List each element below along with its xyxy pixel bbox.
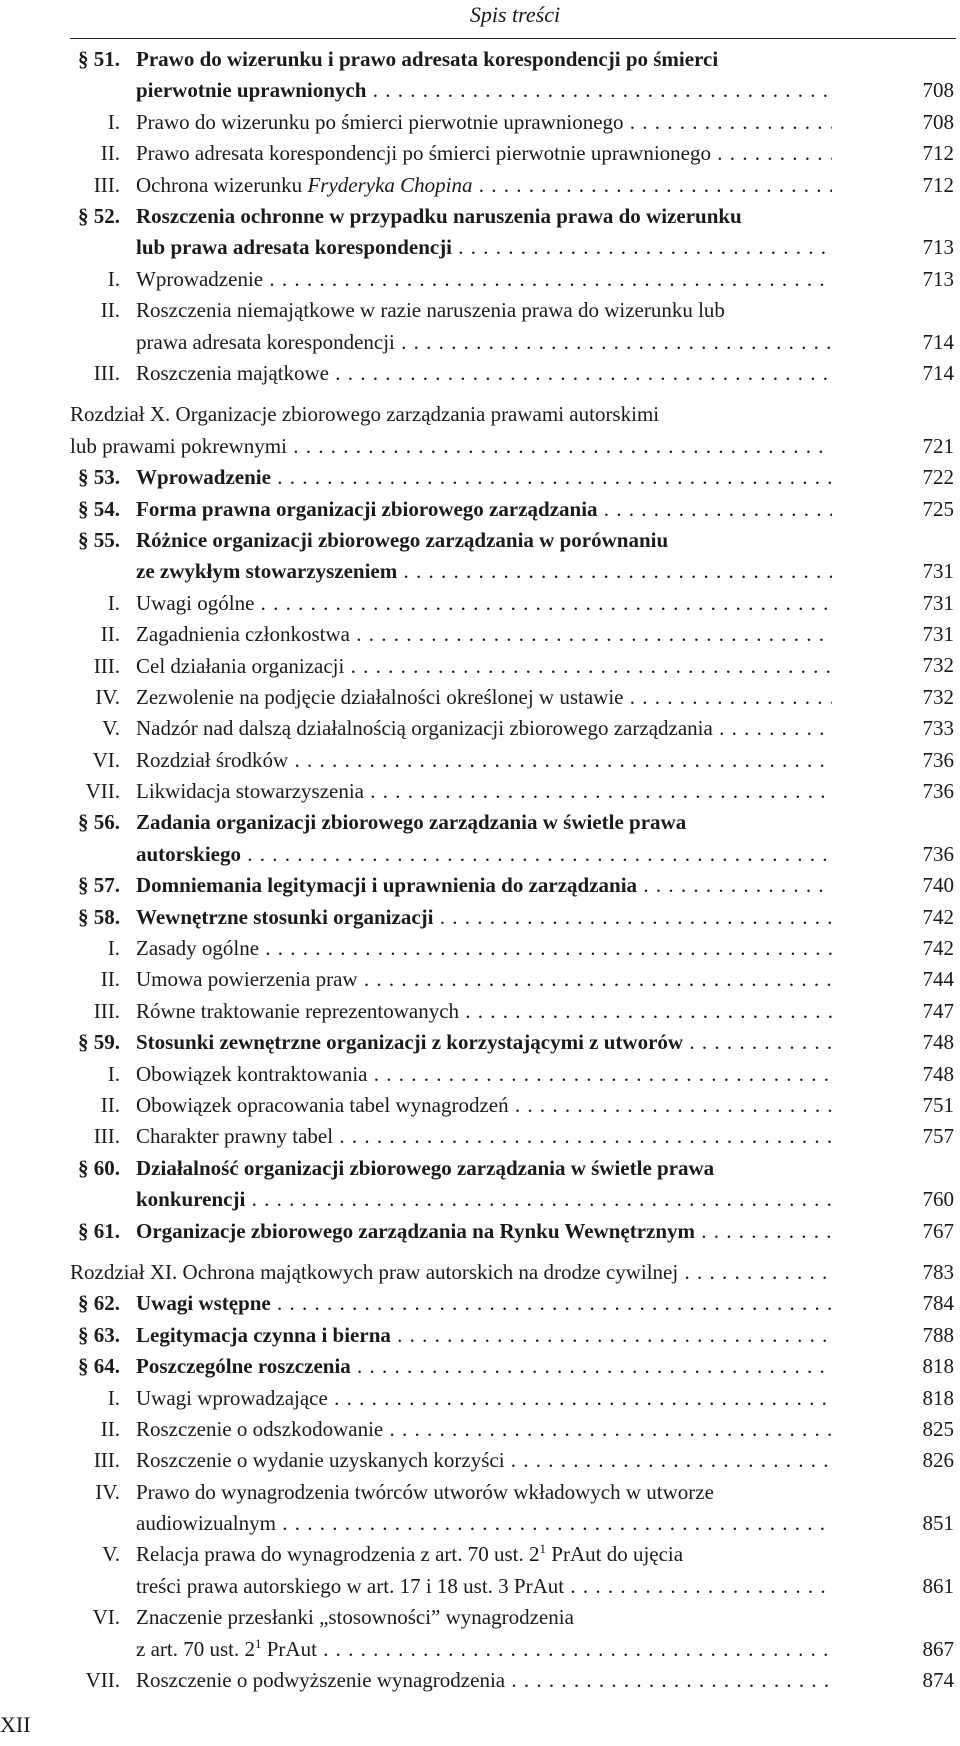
toc-entry-number: V.	[102, 716, 120, 741]
toc-entry-number: § 55.	[78, 527, 120, 552]
toc-entry-title-line: Równe traktowanie reprezentowanych . . .	[136, 996, 832, 1027]
toc-subsection	[0, 1121, 960, 1152]
toc-entry-title-line: audiowizualnym . . .	[136, 1508, 832, 1539]
toc-entry-number: I.	[107, 1385, 120, 1410]
toc-page-number: 725	[922, 496, 954, 521]
toc-entry-title-line: Uwagi ogólne . . .	[136, 588, 832, 619]
toc-subsection	[0, 295, 960, 358]
toc-entry-number: I.	[107, 266, 120, 291]
toc-subsection	[0, 1477, 960, 1540]
toc-entry-title-line: Prawo do wynagrodzenia twórców utworów wkładowych w utworze	[136, 1479, 714, 1504]
toc-subsection	[0, 682, 960, 713]
toc-subsection	[0, 1445, 960, 1476]
toc-entry-number: § 60.	[78, 1155, 120, 1180]
toc-entry-number: § 54.	[78, 496, 120, 521]
toc-entry-title-line: Cel działania organizacji . . .	[136, 651, 832, 682]
toc-section	[0, 462, 960, 493]
toc-entry-title-line: Uwagi wprowadzające . . .	[136, 1383, 832, 1414]
toc-entry-number: § 51.	[78, 47, 120, 71]
toc-entry-title-line: Obowiązek kontraktowania . . .	[136, 1059, 832, 1090]
toc-entry-title-line: Uwagi wstępne . . .	[136, 1288, 832, 1319]
toc-page-number: 732	[922, 653, 954, 678]
toc-entry-number: I.	[107, 109, 120, 134]
toc-subsection	[0, 1059, 960, 1090]
toc-entry-title-line: Roszczenie o odszkodowanie . . .	[136, 1414, 832, 1445]
toc-section	[0, 807, 960, 870]
toc-entry-number: § 59.	[78, 1030, 120, 1055]
toc-page-number: 767	[922, 1218, 954, 1243]
toc-entry-title-line: Charakter prawny tabel . . .	[136, 1121, 832, 1152]
running-title: Spis treści	[469, 2, 561, 27]
toc-subsection	[0, 996, 960, 1027]
toc-entry-number: II.	[100, 141, 120, 166]
table-of-contents	[0, 44, 960, 1696]
toc-page-number: 783	[922, 1259, 954, 1284]
toc-entry-number: II.	[100, 1092, 120, 1117]
toc-entry-number: § 64.	[78, 1354, 120, 1379]
toc-subsection	[0, 588, 960, 619]
toc-entry-title-line: Roszczenia niemajątkowe w razie naruszenia prawa do wizerunku lub	[136, 298, 725, 323]
toc-section	[0, 1027, 960, 1058]
header-rule	[70, 38, 956, 39]
toc-entry-number: III.	[93, 360, 120, 385]
toc-section	[0, 870, 960, 901]
toc-entry-title-line: Stosunki zewnętrzne organizacji z korzystającymi z utworów . . .	[136, 1027, 832, 1058]
toc-subsection	[0, 1383, 960, 1414]
toc-subsection	[0, 1414, 960, 1445]
toc-entry-title-line: Prawo adresata korespondencji po śmierci pierwotnie uprawnionego . . .	[136, 138, 832, 169]
toc-entry-title-line: Domniemania legitymacji i uprawnienia do zarządzania . . .	[136, 870, 832, 901]
toc-entry-title-line: Rozdział XI. Ochrona majątkowych praw autorskich na drodze cywilnej . . .	[70, 1257, 832, 1288]
toc-subsection	[0, 107, 960, 138]
toc-page-number: 751	[922, 1092, 954, 1117]
toc-entry-number: I.	[107, 1061, 120, 1086]
toc-entry-title-line: Rozdział środków . . .	[136, 745, 832, 776]
toc-page-number: 826	[922, 1448, 954, 1473]
toc-section	[0, 1153, 960, 1216]
toc-entry-number: II.	[100, 967, 120, 992]
toc-page-number: 714	[922, 360, 954, 385]
toc-entry-title-line: ze zwykłym stowarzyszeniem . . .	[136, 556, 832, 587]
toc-entry-number: § 56.	[78, 810, 120, 835]
toc-entry-number: § 53.	[78, 465, 120, 490]
toc-page-number: 874	[922, 1668, 954, 1693]
toc-page-number: 742	[922, 904, 954, 929]
toc-section	[0, 1216, 960, 1247]
toc-entry-title-line: Nadzór nad dalszą działalnością organizacji zbiorowego zarządzania . . .	[136, 713, 832, 744]
toc-entry-title-line: Roszczenia majątkowe . . .	[136, 358, 832, 389]
toc-page-number: 736	[922, 747, 954, 772]
toc-entry-title-line: Wprowadzenie . . .	[136, 462, 832, 493]
toc-page-number: 722	[922, 465, 954, 490]
toc-entry-number: I.	[107, 936, 120, 961]
toc-page-number: 731	[922, 622, 954, 647]
toc-page-number: 731	[922, 590, 954, 615]
toc-entry-number: § 62.	[78, 1291, 120, 1316]
toc-page-number: 825	[922, 1416, 954, 1441]
toc-entry-number: VII.	[85, 1668, 120, 1693]
toc-subsection	[0, 358, 960, 389]
toc-subsection	[0, 1539, 960, 1602]
toc-subsection	[0, 170, 960, 201]
toc-entry-title-line: Likwidacja stowarzyszenia . . .	[136, 776, 832, 807]
toc-section	[0, 1320, 960, 1351]
toc-entry-number: III.	[93, 653, 120, 678]
toc-page-number: 732	[922, 684, 954, 709]
toc-entry-number: III.	[93, 1448, 120, 1473]
toc-entry-title-line: Prawo do wizerunku i prawo adresata korespondencji po śmierci	[136, 47, 719, 71]
toc-entry-title-line: autorskiego . . .	[136, 839, 832, 870]
toc-entry-number: III.	[93, 172, 120, 197]
toc-chapter	[0, 1257, 960, 1288]
toc-page-number: 760	[922, 1187, 954, 1212]
toc-section	[0, 201, 960, 264]
toc-page-number: 708	[922, 109, 954, 134]
toc-entry-title-line: prawa adresata korespondencji . . .	[136, 327, 832, 358]
toc-subsection	[0, 1090, 960, 1121]
toc-entry-title-line: Poszczególne roszczenia . . .	[136, 1351, 832, 1382]
toc-page-number: 712	[922, 141, 954, 166]
toc-entry-title-line: Działalność organizacji zbiorowego zarządzania w świetle prawa	[136, 1155, 715, 1180]
toc-entry-number: IV.	[95, 684, 120, 709]
toc-entry-title-line: Rozdział X. Organizacje zbiorowego zarządzania prawami autorskimi	[70, 402, 660, 427]
toc-entry-number: VI.	[92, 1605, 120, 1630]
toc-entry-title-line: Znaczenie przesłanki „stosowności” wynagrodzenia	[136, 1605, 574, 1630]
toc-section	[0, 902, 960, 933]
toc-page-number: 731	[922, 559, 954, 584]
toc-subsection	[0, 776, 960, 807]
toc-entry-number: § 58.	[78, 904, 120, 929]
toc-entry-title-line: Forma prawna organizacji zbiorowego zarządzania . . .	[136, 494, 832, 525]
toc-entry-title-line: Wewnętrzne stosunki organizacji . . .	[136, 902, 832, 933]
toc-entry-title-line: Zadania organizacji zbiorowego zarządzania w świetle prawa	[136, 810, 687, 835]
toc-page-number: 714	[922, 329, 954, 354]
toc-entry-title-line: Organizacje zbiorowego zarządzania na Rynku Wewnętrznym . . .	[136, 1216, 832, 1247]
toc-entry-number: II.	[100, 1416, 120, 1441]
toc-subsection	[0, 138, 960, 169]
toc-subsection	[0, 651, 960, 682]
toc-entry-number: VII.	[85, 779, 120, 804]
toc-entry-number: V.	[102, 1542, 120, 1567]
toc-entry-title-line: Legitymacja czynna i bierna . . .	[136, 1320, 832, 1351]
toc-page-number: 740	[922, 873, 954, 898]
toc-section	[0, 525, 960, 588]
toc-subsection	[0, 713, 960, 744]
toc-subsection	[0, 964, 960, 995]
toc-entry-number: § 63.	[78, 1322, 120, 1347]
toc-page-number: 744	[922, 967, 954, 992]
toc-page-number: 748	[922, 1030, 954, 1055]
toc-page-number: 747	[922, 998, 954, 1023]
toc-page-number: 861	[922, 1573, 954, 1598]
toc-entry-title-line: Prawo do wizerunku po śmierci pierwotnie uprawnionego . . .	[136, 107, 832, 138]
toc-entry-title-line: Zagadnienia członkostwa . . .	[136, 619, 832, 650]
toc-entry-title-line: z art. 70 ust. $2^1$ PrAut . . .	[136, 1634, 832, 1665]
toc-subsection	[0, 619, 960, 650]
toc-chapter	[0, 399, 960, 462]
toc-entry-title-line: Relacja prawa do wynagrodzenia z art. 70 ust. $2^1$ PrAut do ujęcia	[136, 1541, 684, 1567]
toc-entry-title-line: Ochrona wizerunku Fryderyka Chopina . . .	[136, 170, 832, 201]
toc-subsection	[0, 1602, 960, 1665]
toc-page-number: 757	[922, 1124, 954, 1149]
toc-page-number: 818	[922, 1354, 954, 1379]
toc-entry-number: III.	[93, 1124, 120, 1149]
toc-section	[0, 1288, 960, 1319]
toc-entry-title-line: Roszczenie o podwyższenie wynagrodzenia . . .	[136, 1665, 832, 1696]
toc-entry-number: I.	[107, 590, 120, 615]
toc-entry-title-line: lub prawami pokrewnymi . . .	[70, 431, 832, 462]
toc-page-number: 736	[922, 841, 954, 866]
toc-entry-title-line: Zasady ogólne . . .	[136, 933, 832, 964]
toc-page-number: 733	[922, 716, 954, 741]
toc-entry-number: § 61.	[78, 1218, 120, 1243]
toc-entry-title-line: pierwotnie uprawnionych . . .	[136, 75, 832, 106]
running-header	[0, 0, 960, 38]
page-folio: XII	[0, 1712, 31, 1737]
toc-entry-number: IV.	[95, 1479, 120, 1504]
toc-page-number: 742	[922, 936, 954, 961]
toc-entry-title-line: Obowiązek opracowania tabel wynagrodzeń . . .	[136, 1090, 832, 1121]
toc-entry-title-line: treści prawa autorskiego w art. 17 i 18 ust. 3 PrAut . . .	[136, 1571, 832, 1602]
toc-page-number: 721	[922, 433, 954, 458]
toc-subsection	[0, 745, 960, 776]
toc-page-number: 736	[922, 779, 954, 804]
toc-section	[0, 44, 960, 107]
toc-subsection	[0, 1665, 960, 1696]
toc-entry-number: VI.	[92, 747, 120, 772]
toc-page-number: 748	[922, 1061, 954, 1086]
toc-entry-title-line: Umowa powierzenia praw . . .	[136, 964, 832, 995]
toc-page-number: 713	[922, 235, 954, 260]
toc-entry-title-line: Różnice organizacji zbiorowego zarządzania w porównaniu	[136, 527, 669, 552]
toc-entry-title-line: konkurencji . . .	[136, 1184, 832, 1215]
toc-entry-number: III.	[93, 998, 120, 1023]
toc-subsection	[0, 933, 960, 964]
toc-entry-number: II.	[100, 298, 120, 323]
toc-page-number: 788	[922, 1322, 954, 1347]
toc-subsection	[0, 264, 960, 295]
toc-entry-title-line: Roszczenie o wydanie uzyskanych korzyści . . .	[136, 1445, 832, 1476]
toc-page-number: 867	[922, 1636, 954, 1661]
toc-entry-number: § 52.	[78, 203, 120, 228]
toc-entry-title-line: Wprowadzenie . . .	[136, 264, 832, 295]
toc-page-number: 784	[922, 1291, 954, 1316]
toc-entry-title-line: lub prawa adresata korespondencji . . .	[136, 232, 832, 263]
toc-entry-number: § 57.	[78, 873, 120, 898]
toc-page-number: 818	[922, 1385, 954, 1410]
toc-page-number: 851	[922, 1511, 954, 1536]
toc-section	[0, 1351, 960, 1382]
toc-page-number: 708	[922, 78, 954, 103]
toc-entry-title-line: Zezwolenie na podjęcie działalności określonej w ustawie . . .	[136, 682, 832, 713]
toc-entry-number: II.	[100, 622, 120, 647]
toc-section	[0, 494, 960, 525]
toc-page-number: 712	[922, 172, 954, 197]
toc-entry-title-line: Roszczenia ochronne w przypadku naruszenia prawa do wizerunku	[136, 203, 742, 228]
toc-page-number: 713	[922, 266, 954, 291]
